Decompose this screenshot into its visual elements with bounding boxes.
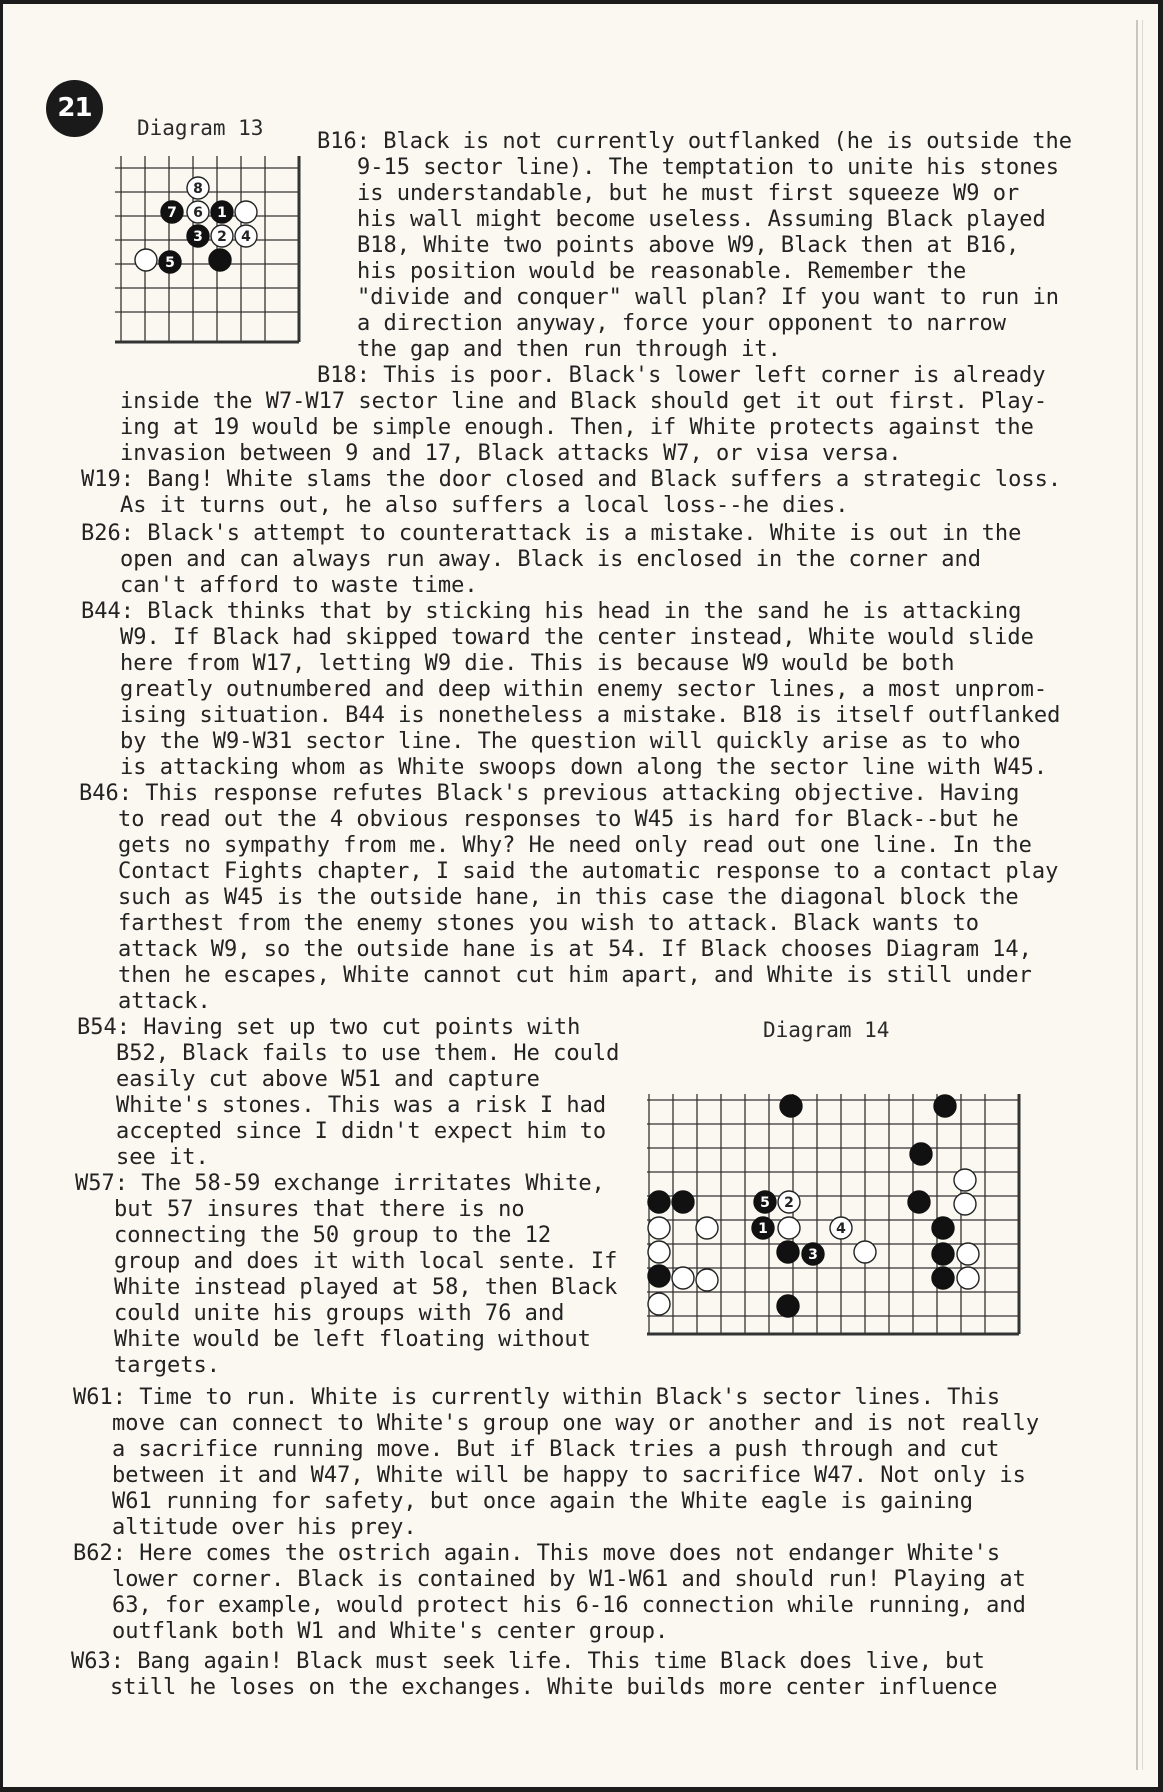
stone-black-5 [159, 251, 181, 273]
stone-white [778, 1217, 800, 1239]
binding-rule [1136, 20, 1138, 1770]
text-line: B26: Black's attempt to counterattack is a mistake. White is out in the [81, 521, 1022, 546]
text-line: As it turns out, he also suffers a local loss--he dies. [120, 493, 849, 518]
stone-white [135, 249, 157, 271]
text-line: connecting the 50 group to the 12 [114, 1223, 552, 1248]
text-line: B52, Black fails to use them. He could [116, 1041, 620, 1066]
diagram-13-label: Diagram 13 [137, 116, 264, 140]
text-line: a sacrifice running move. But if Black tries a push through and cut [112, 1437, 1000, 1462]
text-line: his position would be reasonable. Remember the [357, 259, 967, 284]
text-line: B46: This response refutes Black's previous attacking objective. Having [79, 781, 1020, 806]
stone-black [648, 1191, 670, 1213]
text-line: W63: Bang again! Black must seek life. This time Black does live, but [71, 1649, 985, 1674]
text-line: but 57 insures that there is no [114, 1197, 525, 1222]
text-line: "divide and conquer" wall plan? If you want to run in [357, 285, 1059, 310]
text-line: is attacking whom as White swoops down along the sector line with W45. [120, 755, 1048, 780]
stone-white-8 [187, 177, 209, 199]
text-line: targets. [114, 1353, 220, 1378]
stone-white-2 [211, 225, 233, 247]
book-page [3, 4, 1158, 1787]
text-line: B62: Here comes the ostrich again. This move does not endanger White's [73, 1541, 1001, 1566]
text-line: a direction anyway, force your opponent to narrow [357, 311, 1007, 336]
stone-black-3 [187, 225, 209, 247]
svg-text:7: 7 [167, 205, 177, 221]
text-line: inside the W7-W17 sector line and Black should get it out first. Play- [120, 389, 1048, 414]
diagram-14-label: Diagram 14 [763, 1018, 890, 1042]
stone-white-4 [830, 1217, 852, 1239]
text-line: lower corner. Black is contained by W1-W61 and should run! Playing at [112, 1567, 1026, 1592]
stone-white-2 [778, 1191, 800, 1213]
text-line: could unite his groups with 76 and [114, 1301, 565, 1326]
stone-black [910, 1143, 932, 1165]
text-line: by the W9-W31 sector line. The question will quickly arise as to who [120, 729, 1021, 754]
stone-black [932, 1217, 954, 1239]
text-line: attack. [118, 989, 211, 1014]
text-line: gets no sympathy from me. Why? He need only read out one line. In the [118, 833, 1032, 858]
stone-black [777, 1295, 799, 1317]
svg-text:4: 4 [836, 1221, 846, 1237]
text-line: B54: Having set up two cut points with [77, 1015, 581, 1040]
text-line: such as W45 is the outside hane, in this case the diagonal block the [118, 885, 1019, 910]
text-line: W19: Bang! White slams the door closed and Black suffers a strategic loss. [81, 467, 1062, 492]
text-line: between it and W47, White will be happy to sacrifice W47. Not only is [112, 1463, 1026, 1488]
stone-white [957, 1243, 979, 1265]
diagram-14-board [643, 1094, 1023, 1340]
text-line: W9. If Black had skipped toward the center instead, White would slide [120, 625, 1034, 650]
text-line: see it. [116, 1145, 209, 1170]
svg-text:2: 2 [217, 229, 227, 245]
svg-text:4: 4 [241, 229, 251, 245]
svg-text:3: 3 [193, 229, 203, 245]
stone-white-4 [235, 225, 257, 247]
text-line: W57: The 58-59 exchange irritates White, [75, 1171, 605, 1196]
stone-black [932, 1243, 954, 1265]
text-line: altitude over his prey. [112, 1515, 417, 1540]
stone-white [954, 1169, 976, 1191]
text-line: is understandable, but he must first squeeze W9 or [357, 181, 1020, 206]
binding-rule-inner [1142, 20, 1143, 1770]
stone-black [777, 1241, 799, 1263]
text-line: invasion between 9 and 17, Black attacks W7, or visa versa. [120, 441, 902, 466]
svg-text:1: 1 [758, 1221, 768, 1237]
stone-black-5 [754, 1191, 776, 1213]
text-line: greatly outnumbered and deep within enemy sector lines, a most unprom- [120, 677, 1048, 702]
stone-white [696, 1269, 718, 1291]
text-line: W61 running for safety, but once again the White eagle is gaining [112, 1489, 973, 1514]
stone-white [648, 1217, 670, 1239]
stone-black [648, 1265, 670, 1287]
text-line: 9-15 sector line). The temptation to unite his stones [357, 155, 1059, 180]
stone-white [672, 1267, 694, 1289]
stone-white-6 [187, 201, 209, 223]
stone-black-1 [752, 1217, 774, 1239]
text-line: White instead played at 58, then Black [114, 1275, 618, 1300]
text-line: B16: Black is not currently outflanked (he is outside the [317, 129, 1072, 154]
text-line: Contact Fights chapter, I said the automatic response to a contact play [118, 859, 1059, 884]
stone-black [908, 1191, 930, 1213]
stone-black [209, 249, 231, 271]
text-line: open and can always run away. Black is enclosed in the corner and [120, 547, 981, 572]
svg-text:1: 1 [217, 205, 227, 221]
stone-white [696, 1217, 718, 1239]
diagram-13-board [113, 156, 303, 346]
page-number-badge: 21 [46, 80, 103, 137]
text-line: White would be left floating without [114, 1327, 591, 1352]
svg-text:5: 5 [165, 255, 175, 271]
text-line: then he escapes, White cannot cut him apart, and White is still under [118, 963, 1032, 988]
stone-black-1 [211, 201, 233, 223]
text-line: B18, White two points above W9, Black then at B16, [357, 233, 1020, 258]
stone-white [854, 1241, 876, 1263]
text-line: B18: This is poor. Black's lower left corner is already [317, 363, 1046, 388]
stone-black [780, 1095, 802, 1117]
stone-white [648, 1241, 670, 1263]
text-line: W61: Time to run. White is currently within Black's sector lines. This [73, 1385, 1001, 1410]
svg-text:5: 5 [760, 1195, 770, 1211]
stone-black-7 [161, 201, 183, 223]
text-line: ising situation. B44 is nonetheless a mistake. B18 is itself outflanked [120, 703, 1061, 728]
stone-white [235, 201, 257, 223]
stone-black [934, 1095, 956, 1117]
text-line: his wall might become useless. Assuming Black played [357, 207, 1046, 232]
text-line: White's stones. This was a risk I had [116, 1093, 607, 1118]
text-line: still he loses on the exchanges. White builds more center influence [110, 1675, 998, 1700]
svg-text:6: 6 [193, 205, 203, 221]
svg-text:2: 2 [784, 1195, 794, 1211]
text-line: outflank both W1 and White's center group. [112, 1619, 669, 1644]
stone-white [648, 1293, 670, 1315]
text-line: easily cut above W51 and capture [116, 1067, 540, 1092]
text-line: here from W17, letting W9 die. This is because W9 would be both [120, 651, 955, 676]
text-line: farthest from the enemy stones you wish to attack. Black wants to [118, 911, 979, 936]
text-line: B44: Black thinks that by sticking his head in the sand he is attacking [81, 599, 1022, 624]
stone-black-3 [802, 1243, 824, 1265]
text-line: move can connect to White's group one way or another and is not really [112, 1411, 1040, 1436]
text-line: attack W9, so the outside hane is at 54. If Black chooses Diagram 14, [118, 937, 1032, 962]
text-line: accepted since I didn't expect him to [116, 1119, 607, 1144]
text-line: 63, for example, would protect his 6-16 connection while running, and [112, 1593, 1026, 1618]
text-line: group and does it with local sente. If [114, 1249, 618, 1274]
text-line: ing at 19 would be simple enough. Then, if White protects against the [120, 415, 1034, 440]
svg-text:3: 3 [808, 1247, 818, 1263]
stone-white [957, 1267, 979, 1289]
stone-black [932, 1267, 954, 1289]
svg-text:8: 8 [193, 181, 203, 197]
text-line: to read out the 4 obvious responses to W45 is hard for Black--but he [118, 807, 1019, 832]
text-line: can't afford to waste time. [120, 573, 478, 598]
stone-black [672, 1191, 694, 1213]
text-line: the gap and then run through it. [357, 337, 781, 362]
stone-white [954, 1193, 976, 1215]
